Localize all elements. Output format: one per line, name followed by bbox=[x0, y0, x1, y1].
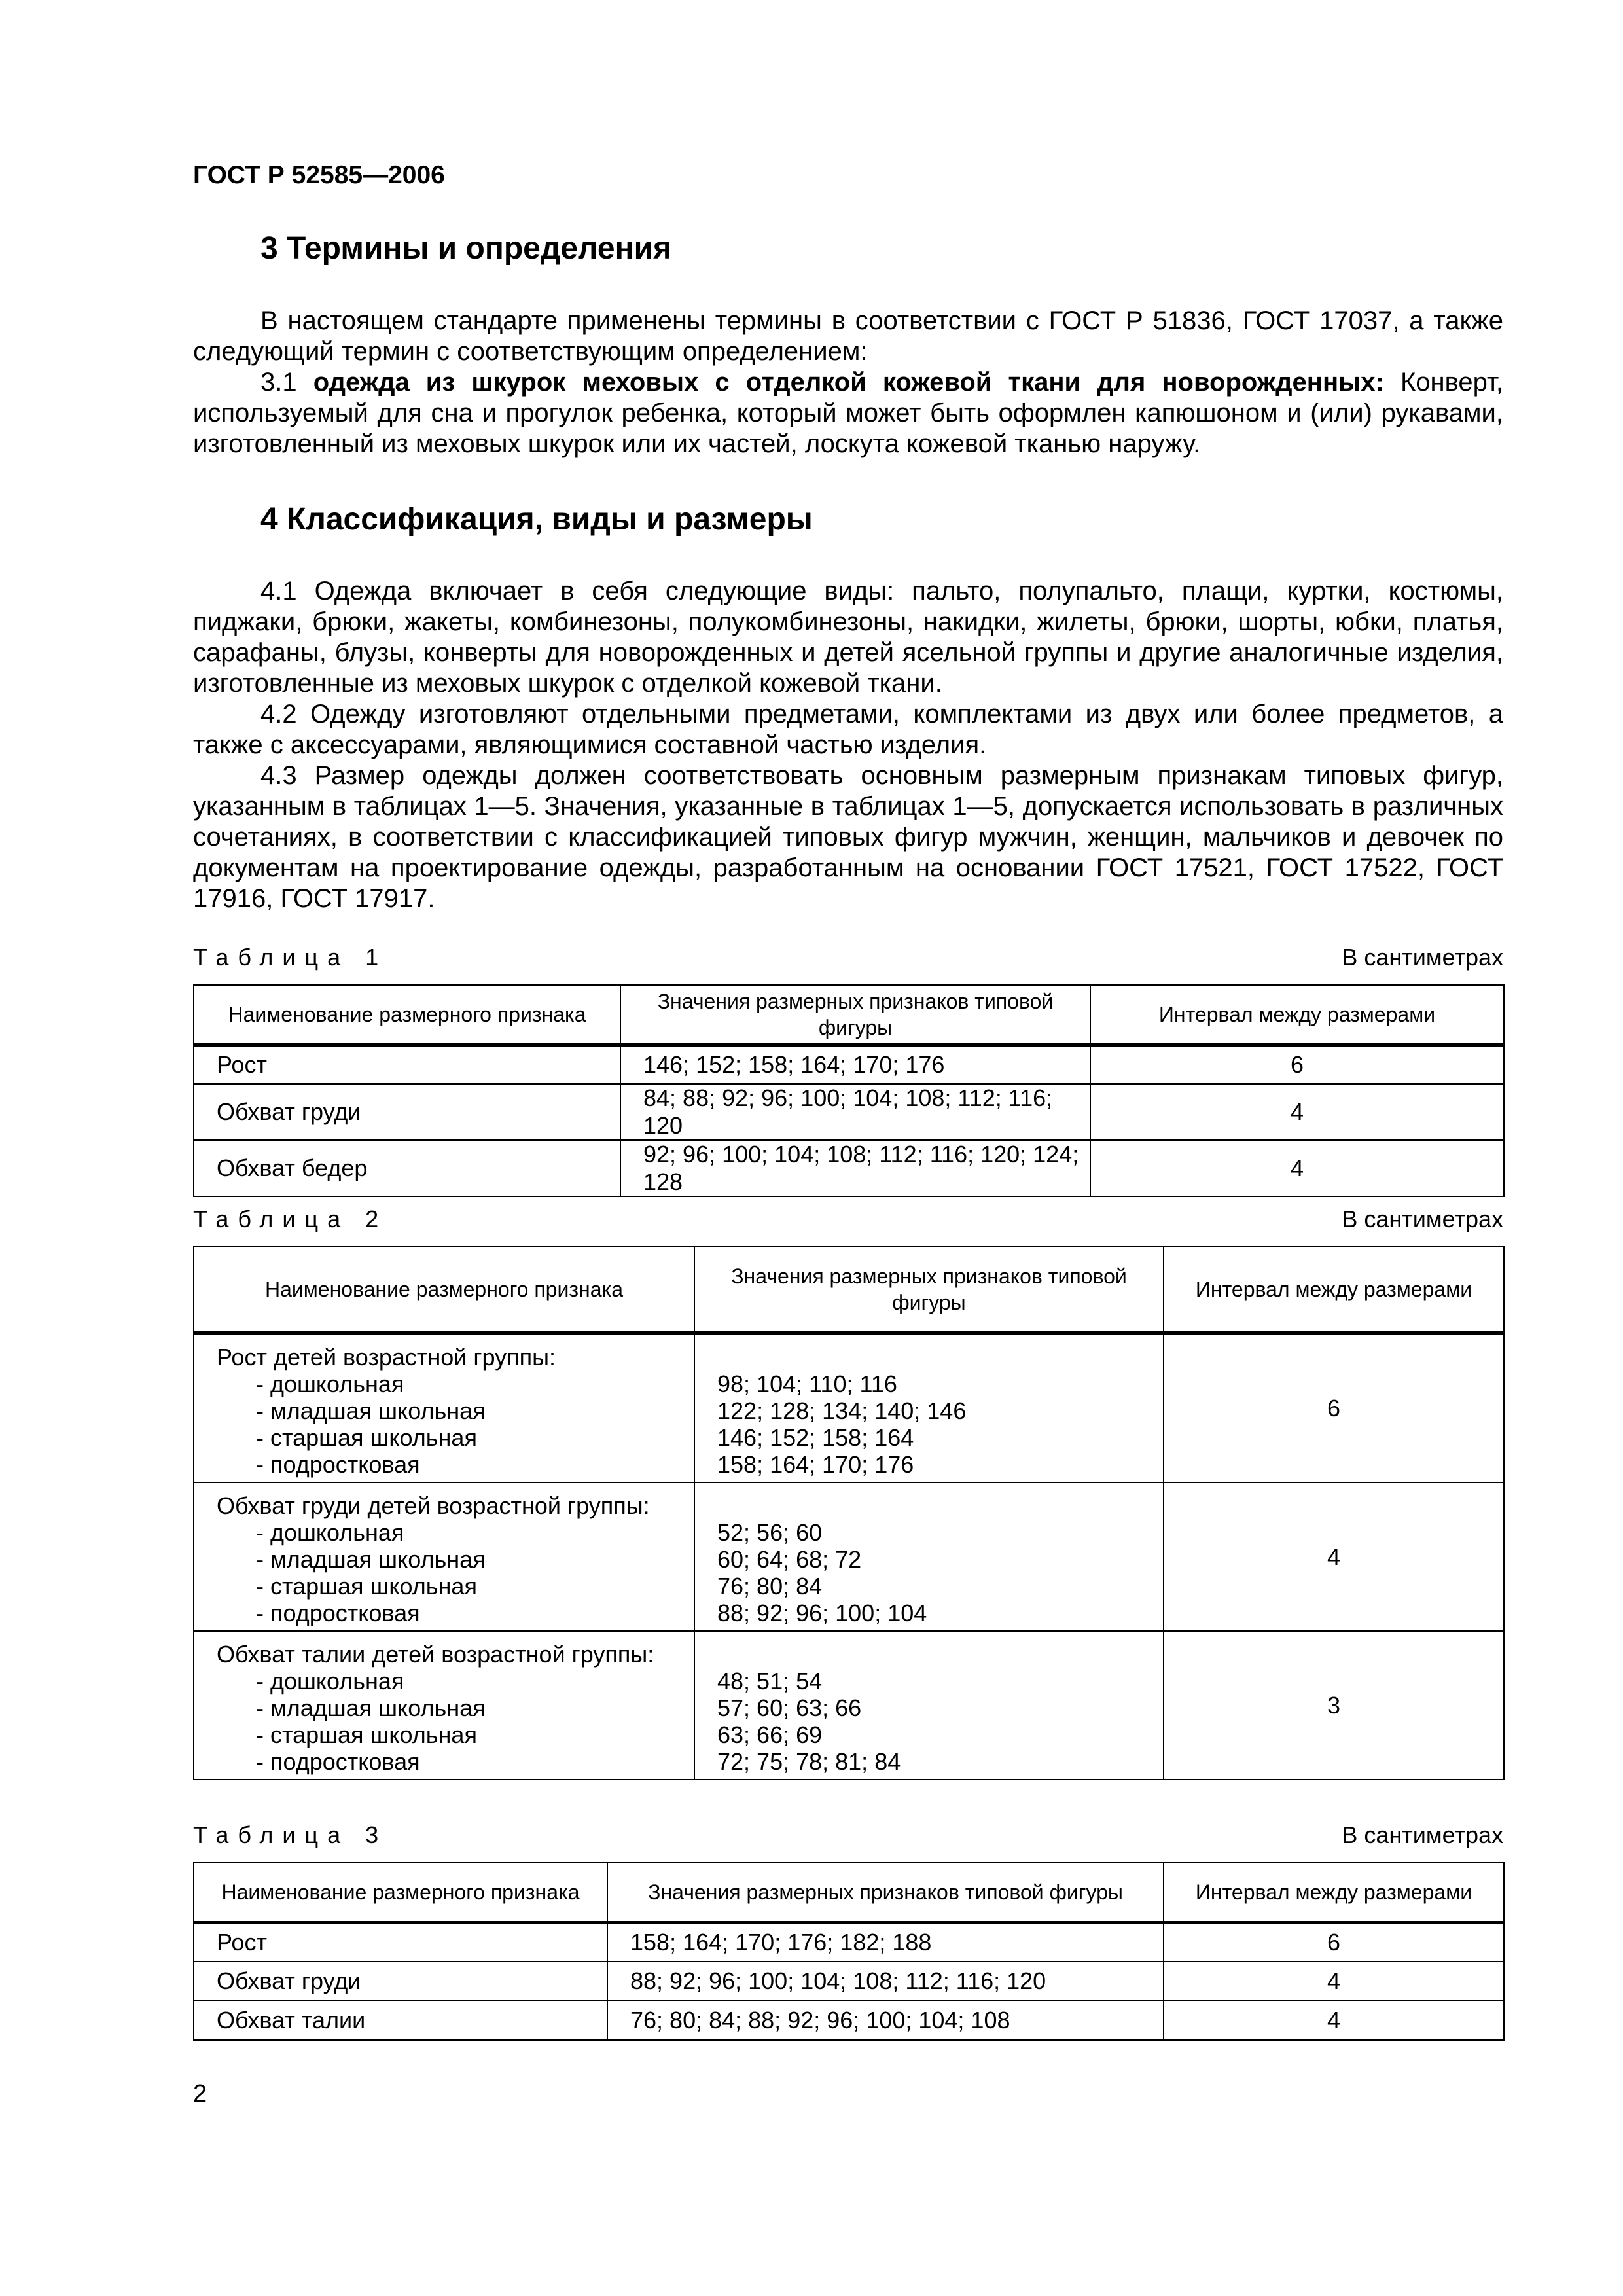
table-2-header-interval: Интервал между размерами bbox=[1164, 1247, 1504, 1333]
section-3-intro: В настоящем стандарте применены термины в соответствии с ГОСТ Р 51836, ГОСТ 17037, а также следующий термин с соответствующим определением: bbox=[193, 306, 1503, 366]
age-group-label: - старшая школьная bbox=[256, 1721, 477, 1748]
age-group-label: - дошкольная bbox=[256, 1518, 404, 1546]
table-row bbox=[194, 1482, 1504, 1631]
table-cell-interval: 4 bbox=[1164, 1482, 1504, 1631]
table-1-header-values: Значения размерных признаков типовой фигуры bbox=[620, 985, 1090, 1045]
table-3-header-interval: Интервал между размерами bbox=[1164, 1863, 1504, 1922]
table-cell-values: 84; 88; 92; 96; 100; 104; 108; 112; 116; 120 bbox=[620, 1084, 1090, 1140]
size-values: 146; 152; 158; 164 bbox=[717, 1424, 914, 1451]
table-cell-name bbox=[194, 1482, 694, 1631]
size-values: 122; 128; 134; 140; 146 bbox=[717, 1397, 967, 1424]
table-cell-interval: 3 bbox=[1164, 1631, 1504, 1780]
size-values: 88; 92; 96; 100; 104 bbox=[717, 1599, 927, 1626]
table-row bbox=[194, 1140, 1504, 1196]
age-group-label: - младшая школьная bbox=[256, 1694, 486, 1721]
table-cell-name: Рост bbox=[194, 1045, 620, 1084]
age-group-label: - младшая школьная bbox=[256, 1397, 486, 1424]
table-cell-values bbox=[694, 1333, 1164, 1482]
table-row bbox=[194, 1045, 1504, 1084]
table-2-label: Таблица 2 bbox=[193, 1206, 388, 1232]
table-3-caption bbox=[193, 1821, 1503, 1849]
age-group-label: - подростковая bbox=[256, 1599, 420, 1626]
table-cell-values: 88; 92; 96; 100; 104; 108; 112; 116; 120 bbox=[607, 1962, 1164, 2001]
table-cell-interval: 4 bbox=[1090, 1084, 1504, 1140]
age-group-label: - старшая школьная bbox=[256, 1572, 477, 1600]
table-3-header-values: Значения размерных признаков типовой фигуры bbox=[607, 1863, 1164, 1922]
table-1-label: Таблица 1 bbox=[193, 944, 388, 971]
group-title: Обхват груди детей возрастной группы: bbox=[217, 1492, 650, 1519]
group-title: Обхват талии детей возрастной группы: bbox=[217, 1640, 654, 1668]
table-1 bbox=[193, 984, 1505, 1197]
table-cell-values: 76; 80; 84; 88; 92; 96; 100; 104; 108 bbox=[607, 2001, 1164, 2040]
age-group-label: - старшая школьная bbox=[256, 1424, 477, 1451]
table-cell-name: Обхват груди bbox=[194, 1962, 607, 2001]
table-row bbox=[194, 1084, 1504, 1140]
age-group-label: - дошкольная bbox=[256, 1667, 404, 1695]
table-cell-interval: 4 bbox=[1164, 2001, 1504, 2040]
paragraph-4-3: 4.3 Размер одежды должен соответствовать основным размерным признакам типовых фигур, указанным в таблицах 1—5. Значения, указанные в таблицах 1—5, допускается использовать в различных сочетаниях, в соответствии с классификацией типовых фигур мужчин, женщин, мальчиков и девочек по документам на проектирование одежды, разработанным на основании ГОСТ 17521, ГОСТ 17522, ГОСТ 17916, ГОСТ 17917. bbox=[193, 761, 1503, 913]
section-3-title: 3 Термины и определения bbox=[260, 231, 672, 266]
age-group-label: - дошкольная bbox=[256, 1370, 404, 1397]
table-1-units: В сантиметрах bbox=[1342, 944, 1503, 971]
table-cell-name bbox=[194, 1333, 694, 1482]
section-4-title: 4 Классификация, виды и размеры bbox=[260, 502, 813, 537]
page-number: 2 bbox=[193, 2080, 207, 2108]
term-number: 3.1 bbox=[260, 368, 297, 397]
size-values: 158; 164; 170; 176 bbox=[717, 1450, 914, 1478]
table-1-header-name: Наименование размерного признака bbox=[194, 985, 620, 1045]
term-definition-paragraph bbox=[193, 367, 1503, 459]
table-3-header-name: Наименование размерного признака bbox=[194, 1863, 607, 1922]
size-values: 63; 66; 69 bbox=[717, 1721, 823, 1748]
size-values: 98; 104; 110; 116 bbox=[717, 1370, 897, 1397]
table-3-label: Таблица 3 bbox=[193, 1821, 388, 1848]
table-cell-values bbox=[694, 1631, 1164, 1780]
table-2-caption bbox=[193, 1206, 1503, 1233]
term-definition: Конверт, используемый для сна и прогулок ребенка, который может быть оформлен капюшоном и (или) рукавами, изготовленный из меховых шкурок или их частей, лоскута кожевой тканью наружу. bbox=[193, 368, 1503, 458]
table-1-caption bbox=[193, 944, 1503, 971]
table-1-header-interval: Интервал между размерами bbox=[1090, 985, 1504, 1045]
table-cell-interval: 6 bbox=[1164, 1333, 1504, 1482]
document-code-header: ГОСТ Р 52585—2006 bbox=[193, 161, 445, 189]
table-cell-name: Обхват бедер bbox=[194, 1140, 620, 1196]
table-cell-interval: 4 bbox=[1090, 1140, 1504, 1196]
term-name: одежда из шкурок меховых с отделкой кожевой ткани для новорожденных: bbox=[313, 368, 1384, 397]
table-cell-values bbox=[694, 1482, 1164, 1631]
table-cell-name bbox=[194, 1631, 694, 1780]
age-group-label: - подростковая bbox=[256, 1450, 420, 1478]
table-cell-name: Рост bbox=[194, 1922, 607, 1962]
age-group-label: - младшая школьная bbox=[256, 1545, 486, 1573]
age-group-label: - подростковая bbox=[256, 1748, 420, 1775]
size-values: 48; 51; 54 bbox=[717, 1667, 823, 1695]
table-3-units: В сантиметрах bbox=[1342, 1821, 1503, 1848]
table-row bbox=[194, 2001, 1504, 2040]
paragraph-4-1: 4.1 Одежда включает в себя следующие виды: пальто, полупальто, плащи, куртки, костюмы, пиджаки, брюки, жакеты, комбинезоны, полукомбинезоны, накидки, жилеты, брюки, шорты, юбки, платья, сарафаны, блузы, конверты для новорожденных и детей ясельной группы и другие аналогичные изделия, изготовленные из меховых шкурок с отделкой кожевой ткани. bbox=[193, 577, 1503, 698]
table-3 bbox=[193, 1862, 1505, 2041]
size-values: 72; 75; 78; 81; 84 bbox=[717, 1748, 901, 1775]
table-2-header-values: Значения размерных признаков типовой фигуры bbox=[694, 1247, 1164, 1333]
table-cell-values: 146; 152; 158; 164; 170; 176 bbox=[620, 1045, 1090, 1084]
table-row bbox=[194, 1631, 1504, 1780]
table-cell-interval: 4 bbox=[1164, 1962, 1504, 2001]
table-cell-values: 92; 96; 100; 104; 108; 112; 116; 120; 124; 128 bbox=[620, 1140, 1090, 1196]
table-2-units: В сантиметрах bbox=[1342, 1206, 1503, 1232]
size-values: 52; 56; 60 bbox=[717, 1518, 823, 1546]
table-cell-interval: 6 bbox=[1090, 1045, 1504, 1084]
table-cell-interval: 6 bbox=[1164, 1922, 1504, 1962]
table-row bbox=[194, 1922, 1504, 1962]
table-row bbox=[194, 1333, 1504, 1482]
table-2-header-name: Наименование размерного признака bbox=[194, 1247, 694, 1333]
size-values: 57; 60; 63; 66 bbox=[717, 1694, 862, 1721]
size-values: 76; 80; 84 bbox=[717, 1572, 823, 1600]
section-4-body bbox=[193, 576, 1503, 914]
table-2 bbox=[193, 1246, 1505, 1780]
table-row bbox=[194, 1962, 1504, 2001]
size-values: 60; 64; 68; 72 bbox=[717, 1545, 862, 1573]
table-cell-values: 158; 164; 170; 176; 182; 188 bbox=[607, 1922, 1164, 1962]
table-cell-name: Обхват груди bbox=[194, 1084, 620, 1140]
paragraph-4-2: 4.2 Одежду изготовляют отдельными предметами, комплектами из двух или более предметов, а также с аксессуарами, являющимися составной частью изделия. bbox=[193, 700, 1503, 759]
group-title: Рост детей возрастной группы: bbox=[217, 1343, 556, 1371]
table-cell-name: Обхват талии bbox=[194, 2001, 607, 2040]
section-3-body bbox=[193, 306, 1503, 459]
